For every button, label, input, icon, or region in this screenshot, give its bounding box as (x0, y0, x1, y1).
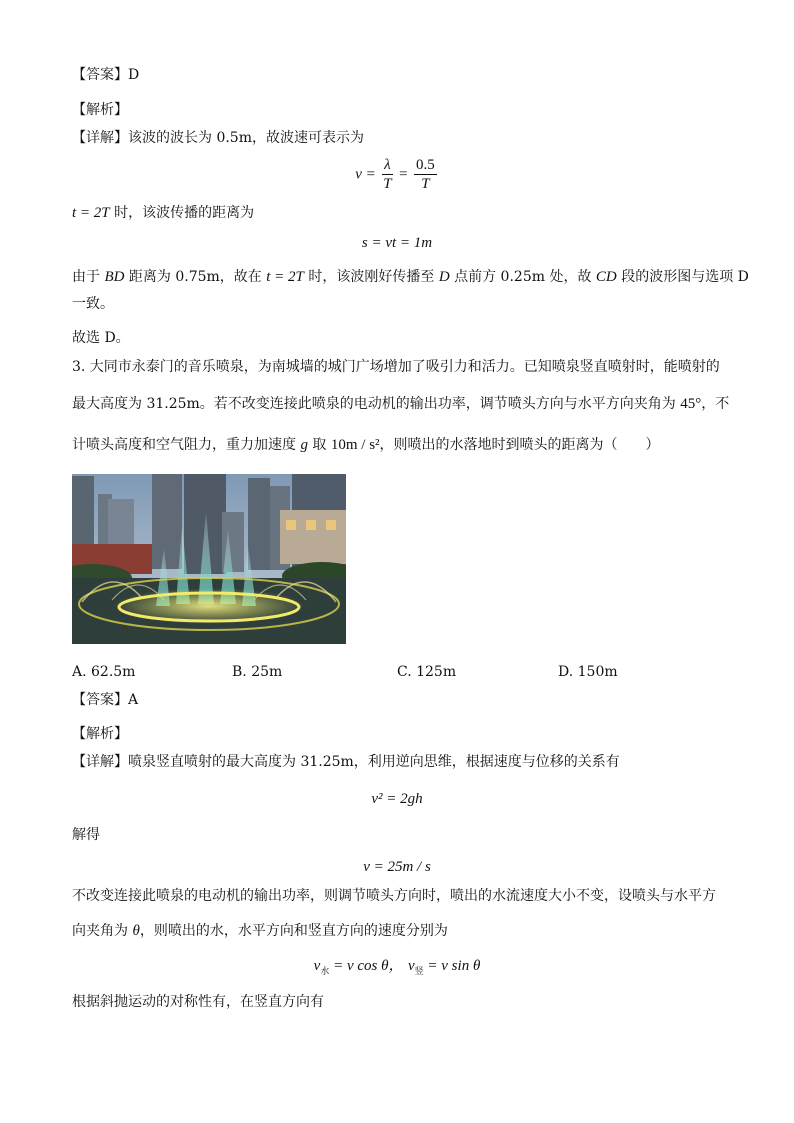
equation-wave-speed: v = $\frac{\lambda}{T}$ = $\frac{0.5}{T}$ (355, 157, 435, 192)
q3-stem-line2: 最大高度为 31.25m。若不改变连接此喷泉的电动机的输出功率，调节喷头方向与水平方向夹角为 45°，不 (72, 396, 730, 412)
solve-label: 解得 (72, 827, 100, 843)
equation-velocity-components: $v_水 = v$ cos θ， $v_竖 = v$ sin θ (313, 958, 481, 977)
detail-line-q3: 【详解】喷泉竖直喷射的最大高度为 31.25m，利用逆向思维，根据速度与位移的关系有 (72, 754, 620, 770)
equation-v-value: v = 25m / s (363, 859, 431, 875)
q3-stem-line3: 计喷头高度和空气阻力，重力加速度 g 取 10m / s²，则喷出的水落地时到喷头的距离为（ ） (72, 437, 660, 453)
equation-distance: s = vt = 1m (361, 235, 433, 251)
option-c: C. 125m (397, 664, 457, 680)
answer-line-q2: 【答案】D (72, 67, 140, 83)
analysis-label-q3: 【解析】 (72, 726, 128, 742)
detail-line-q2: 【详解】该波的波长为 0.5m，故波速可表示为 (72, 130, 364, 146)
q3-para-line1: 不改变连接此喷泉的电动机的输出功率，则调节喷头方向时，喷出的水流速度大小不变，设喷头与水平方 (72, 888, 716, 904)
q3-para-line2: 向夹角为 θ，则喷出的水，水平方向和竖直方向的速度分别为 (72, 923, 448, 939)
answer-line-q3: 【答案】A (72, 692, 139, 708)
option-d: D. 150m (558, 664, 618, 680)
q3-stem-line1: 3. 大同市永泰门的音乐喷泉，为南城墙的城门广场增加了吸引力和活力。已知喷泉竖直喷射时，能喷射的 (72, 359, 720, 375)
equation-v-squared: v² = 2gh (371, 791, 423, 807)
bd-distance-line: 由于 BD 距离为 0.75m，故在 t = 2T 时，该波刚好传播至 D 点前方 0.25m 处，故 CD 段的波形图与选项 D (72, 269, 749, 285)
time-line: t = 2T 时，该波传播的距离为 (72, 205, 255, 221)
option-b: B. 25m (232, 664, 283, 680)
choose-line-q2: 故选 D。 (72, 330, 130, 346)
fountain-photo (72, 474, 346, 644)
q3-last-line: 根据斜抛运动的对称性有，在竖直方向有 (72, 994, 324, 1010)
analysis-label-q2: 【解析】 (72, 102, 128, 118)
bd-distance-line-cont: 一致。 (72, 296, 114, 312)
option-a: A. 62.5m (72, 664, 136, 680)
